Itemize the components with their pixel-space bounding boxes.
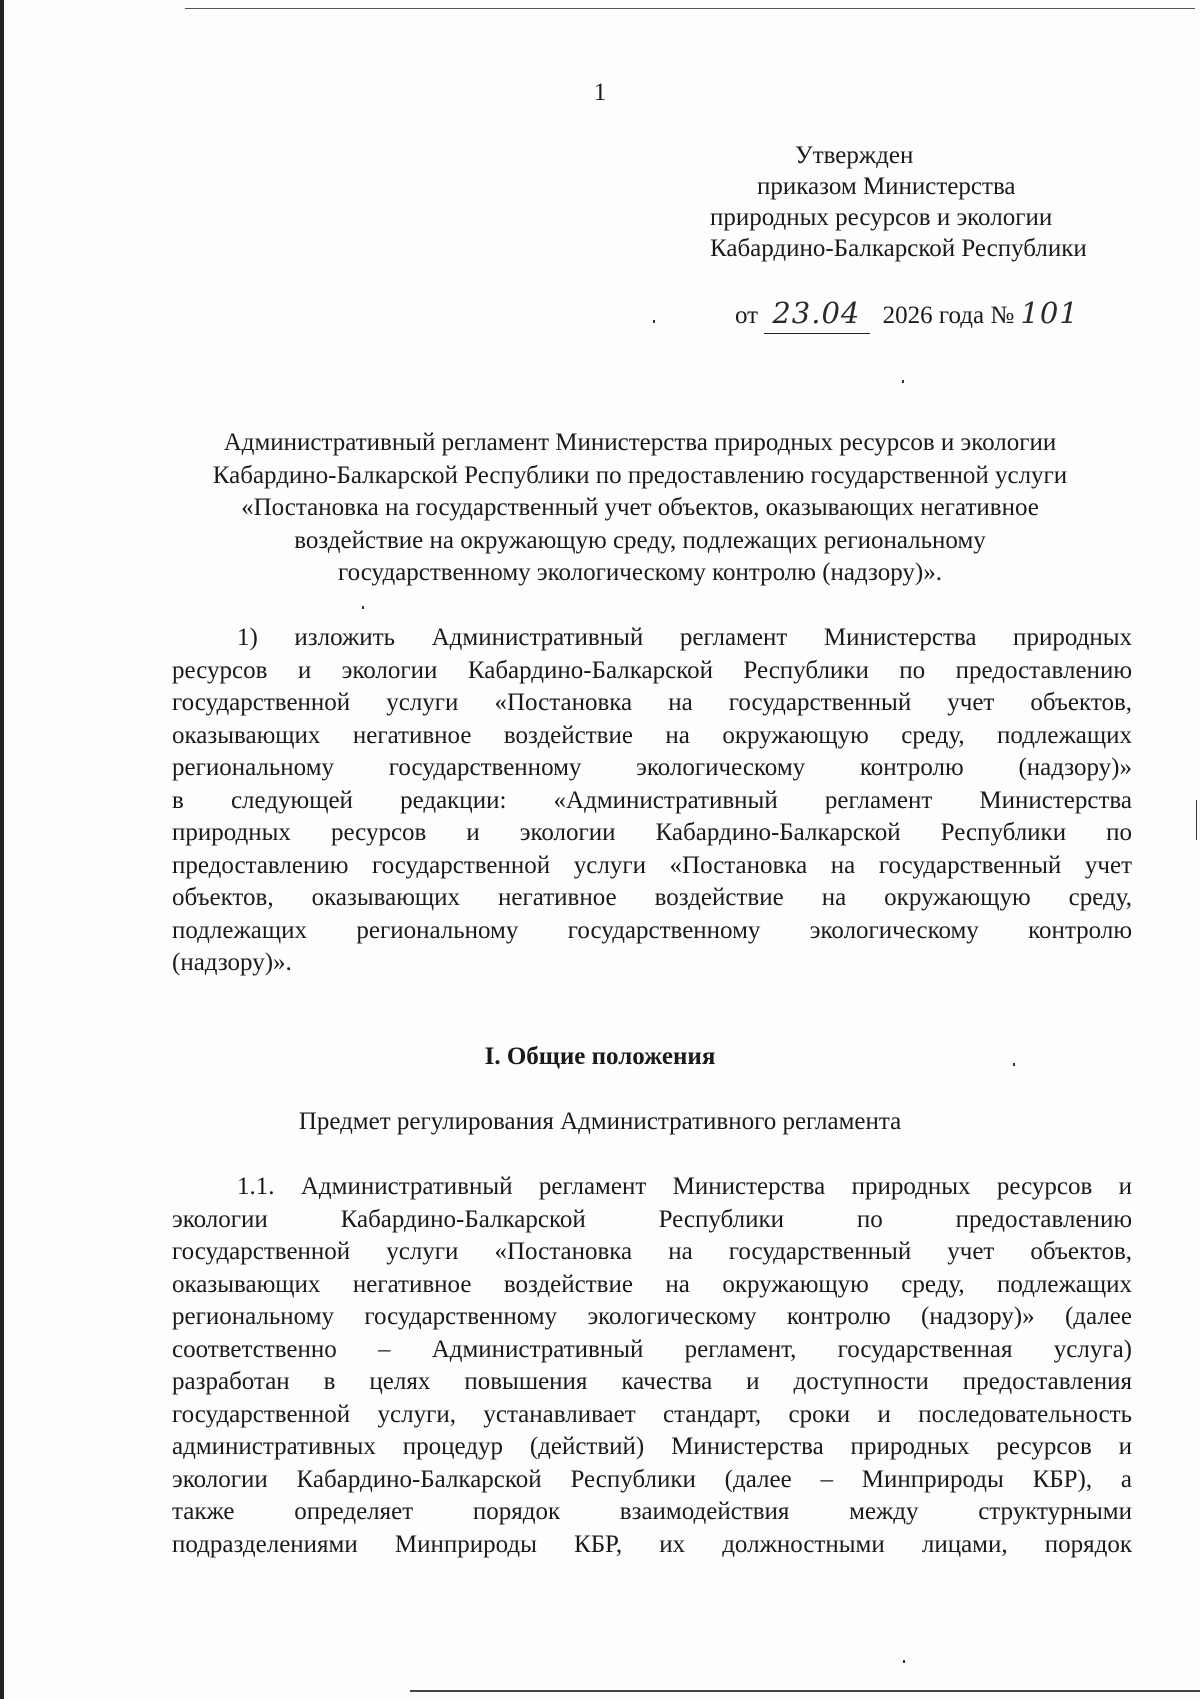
paragraph-line: 1.1. Административный регламент Министерства природных ресурсов и (237, 1173, 1132, 1200)
paragraph-line: оказывающих негативное воздействие на окружающую среду, подлежащих (172, 1270, 1132, 1298)
approval-date-line (735, 296, 1079, 334)
paragraph-line: экологии Кабардино-Балкарской Республики (далее – Минприроды КБР), а (172, 1465, 1132, 1493)
date-year-text: 2026 года № (882, 302, 1015, 329)
paragraph-line: экологии Кабардино-Балкарской Республики по предоставлению (172, 1205, 1132, 1233)
page-number: 1 (593, 79, 607, 106)
approval-line-3: природных ресурсов и экологии (710, 204, 1053, 231)
handwritten-date: 23.04 (772, 296, 861, 330)
paragraph-line: государственной услуги «Постановка на государственный учет объектов, (172, 689, 1132, 716)
approval-line-2: приказом Министерства (757, 173, 1016, 200)
paragraph-line: предоставлению государственной услуги «Постановка на государственный учет (172, 851, 1132, 879)
date-field (764, 296, 870, 334)
scan-speck (653, 320, 655, 323)
paragraph-line: ресурсов и экологии Кабардино-Балкарской Республики по предоставлению (172, 656, 1132, 684)
scan-edge-left (0, 0, 4, 1699)
section-heading: I. Общие положения (484, 1043, 716, 1070)
paragraph-line: в следующей редакции: «Административный регламент Министерства (172, 786, 1132, 814)
approval-line-1: Утвержден (795, 142, 914, 169)
scan-speck (362, 606, 364, 609)
scan-speck (1196, 800, 1197, 840)
date-prefix: от (735, 302, 759, 329)
paragraph-line: объектов, оказывающих негативное воздействие на окружающую среду, (172, 884, 1132, 911)
paragraph-amendment (172, 622, 1132, 980)
title-line: «Постановка на государственный учет объектов, оказывающих негативное (241, 494, 1039, 521)
approval-line-4: Кабардино-Балкарской Республики (710, 235, 1087, 262)
subsection-heading: Предмет регулирования Административного регламента (298, 1108, 902, 1135)
paragraph-line: государственной услуги «Постановка на государственный учет объектов, (172, 1238, 1132, 1265)
scan-edge-bottom (410, 1690, 1200, 1692)
paragraph-line: соответственно – Административный регламент, государственная услуга) (172, 1335, 1132, 1363)
scan-speck (902, 380, 904, 383)
paragraph-line: региональному государственному экологическому контролю (надзору)» (далее (172, 1303, 1132, 1330)
paragraph-line: государственной услуги, устанавливает стандарт, сроки и последовательность (172, 1400, 1132, 1428)
title-line: воздействие на окружающую среду, подлежащих региональному (294, 526, 986, 554)
handwritten-number: 101 (1020, 296, 1079, 330)
title-line: Кабардино-Балкарской Республики по предоставлению государственной услуги (212, 461, 1068, 489)
title-line: государственному экологическому контролю (надзору)». (338, 559, 942, 586)
paragraph-1-1 (172, 1171, 1132, 1561)
paragraph-line: региональному государственному экологическому контролю (надзору)» (172, 754, 1132, 781)
scan-speck (903, 1660, 905, 1663)
paragraph-line: 1) изложить Административный регламент Министерства природных (237, 624, 1132, 651)
paragraph-line: оказывающих негативное воздействие на окружающую среду, подлежащих (172, 721, 1132, 749)
paragraph-line: подразделениями Минприроды КБР, их должностными лицами, порядок (172, 1530, 1132, 1558)
paragraph-line: разработан в целях повышения качества и доступности предоставления (172, 1368, 1132, 1395)
title-line: Административный регламент Министерства природных ресурсов и экологии (223, 429, 1057, 456)
paragraph-line: (надзору)». (172, 949, 292, 976)
document-title (160, 427, 1120, 590)
paragraph-line: административных процедур (действий) Министерства природных ресурсов и (172, 1433, 1132, 1460)
paragraph-line: также определяет порядок взаимодействия между структурными (172, 1498, 1132, 1525)
scan-edge-top (185, 8, 1195, 9)
paragraph-line: подлежащих региональному государственному экологическому контролю (172, 916, 1132, 944)
paragraph-line: природных ресурсов и экологии Кабардино-Балкарской Республики по (172, 819, 1132, 846)
